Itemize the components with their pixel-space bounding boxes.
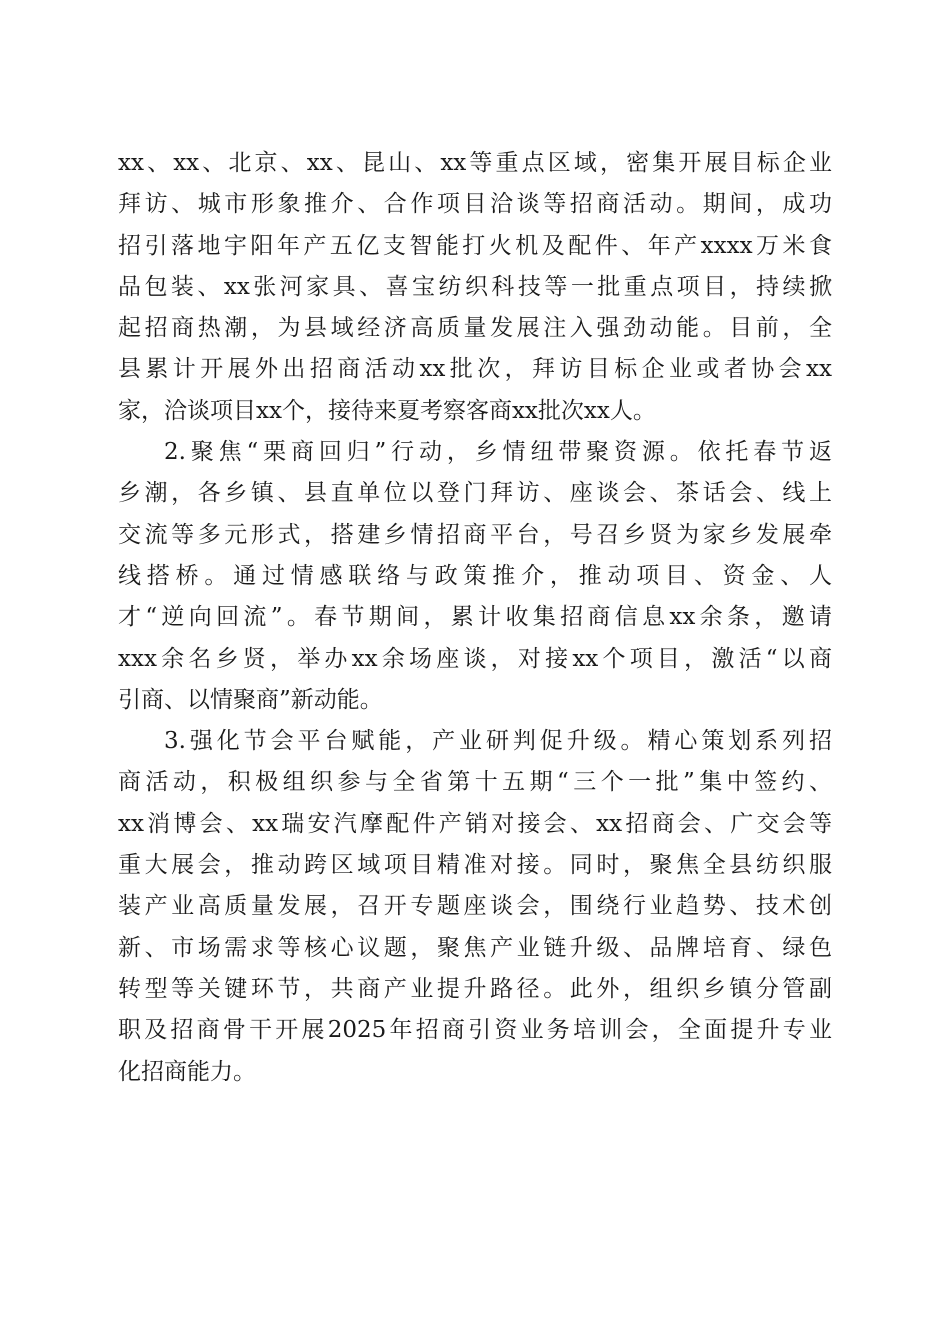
text-line: xxx余名乡贤，举办xx余场座谈，对接xx个项目，激活“以商 <box>118 645 832 672</box>
text-line: 拜访、城市形象推介、合作项目洽谈等招商活动。期间，成功 <box>118 191 832 218</box>
document-body <box>118 143 832 1093</box>
text-line: 起招商热潮，为县域经济高质量发展注入强劲动能。目前，全 <box>118 315 832 342</box>
text-line: 招引落地宇阳年产五亿支智能打火机及配件、年产xxxx万米食 <box>118 232 832 259</box>
text-line: 职及招商骨干开展2025年招商引资业务培训会，全面提升专业 <box>118 1017 832 1044</box>
text-line: 化招商能力。 <box>118 1058 256 1085</box>
text-line: 乡潮，各乡镇、县直单位以登门拜访、座谈会、茶话会、线上 <box>118 480 832 507</box>
text-line: 引商、以情聚商”新动能。 <box>118 686 383 713</box>
text-line: 新、市场需求等核心议题，聚焦产业链升级、品牌培育、绿色 <box>118 934 832 961</box>
text-line: xx消博会、xx瑞安汽摩配件产销对接会、xx招商会、广交会等 <box>118 810 832 837</box>
text-line: 转型等关键环节，共商产业提升路径。此外，组织乡镇分管副 <box>118 975 832 1002</box>
text-line: 家，洽谈项目xx个，接待来夏考察客商xx批次xx人。 <box>118 397 656 424</box>
text-line: 才“逆向回流”。春节期间，累计收集招商信息xx余条，邀请 <box>118 604 832 631</box>
text-line: 重大展会，推动跨区域项目精准对接。同时，聚焦全县纺织服 <box>118 852 832 879</box>
text-line: xx、xx、北京、xx、昆山、xx等重点区域，密集开展目标企业 <box>118 150 832 176</box>
text-line: 装产业高质量发展，召开专题座谈会，围绕行业趋势、技术创 <box>118 893 832 920</box>
text-line: 线搭桥。通过情感联络与政策推介，推动项目、资金、人 <box>118 562 832 589</box>
text-line: 品包装、xx张河家具、喜宝纺织科技等一批重点项目，持续掀 <box>118 273 832 300</box>
text-line: 商活动，积极组织参与全省第十五期“三个一批”集中签约、 <box>118 769 832 796</box>
paragraph-heading-line: 3.强化节会平台赋能，产业研判促升级。精心策划系列招 <box>164 728 832 755</box>
text-line: 县累计开展外出招商活动xx批次，拜访目标企业或者协会xx <box>118 356 832 383</box>
text-line: 交流等多元形式，搭建乡情招商平台，号召乡贤为家乡发展牵 <box>118 521 832 548</box>
paragraph-heading-line: 2.聚焦“栗商回归”行动，乡情纽带聚资源。依托春节返 <box>164 439 832 466</box>
